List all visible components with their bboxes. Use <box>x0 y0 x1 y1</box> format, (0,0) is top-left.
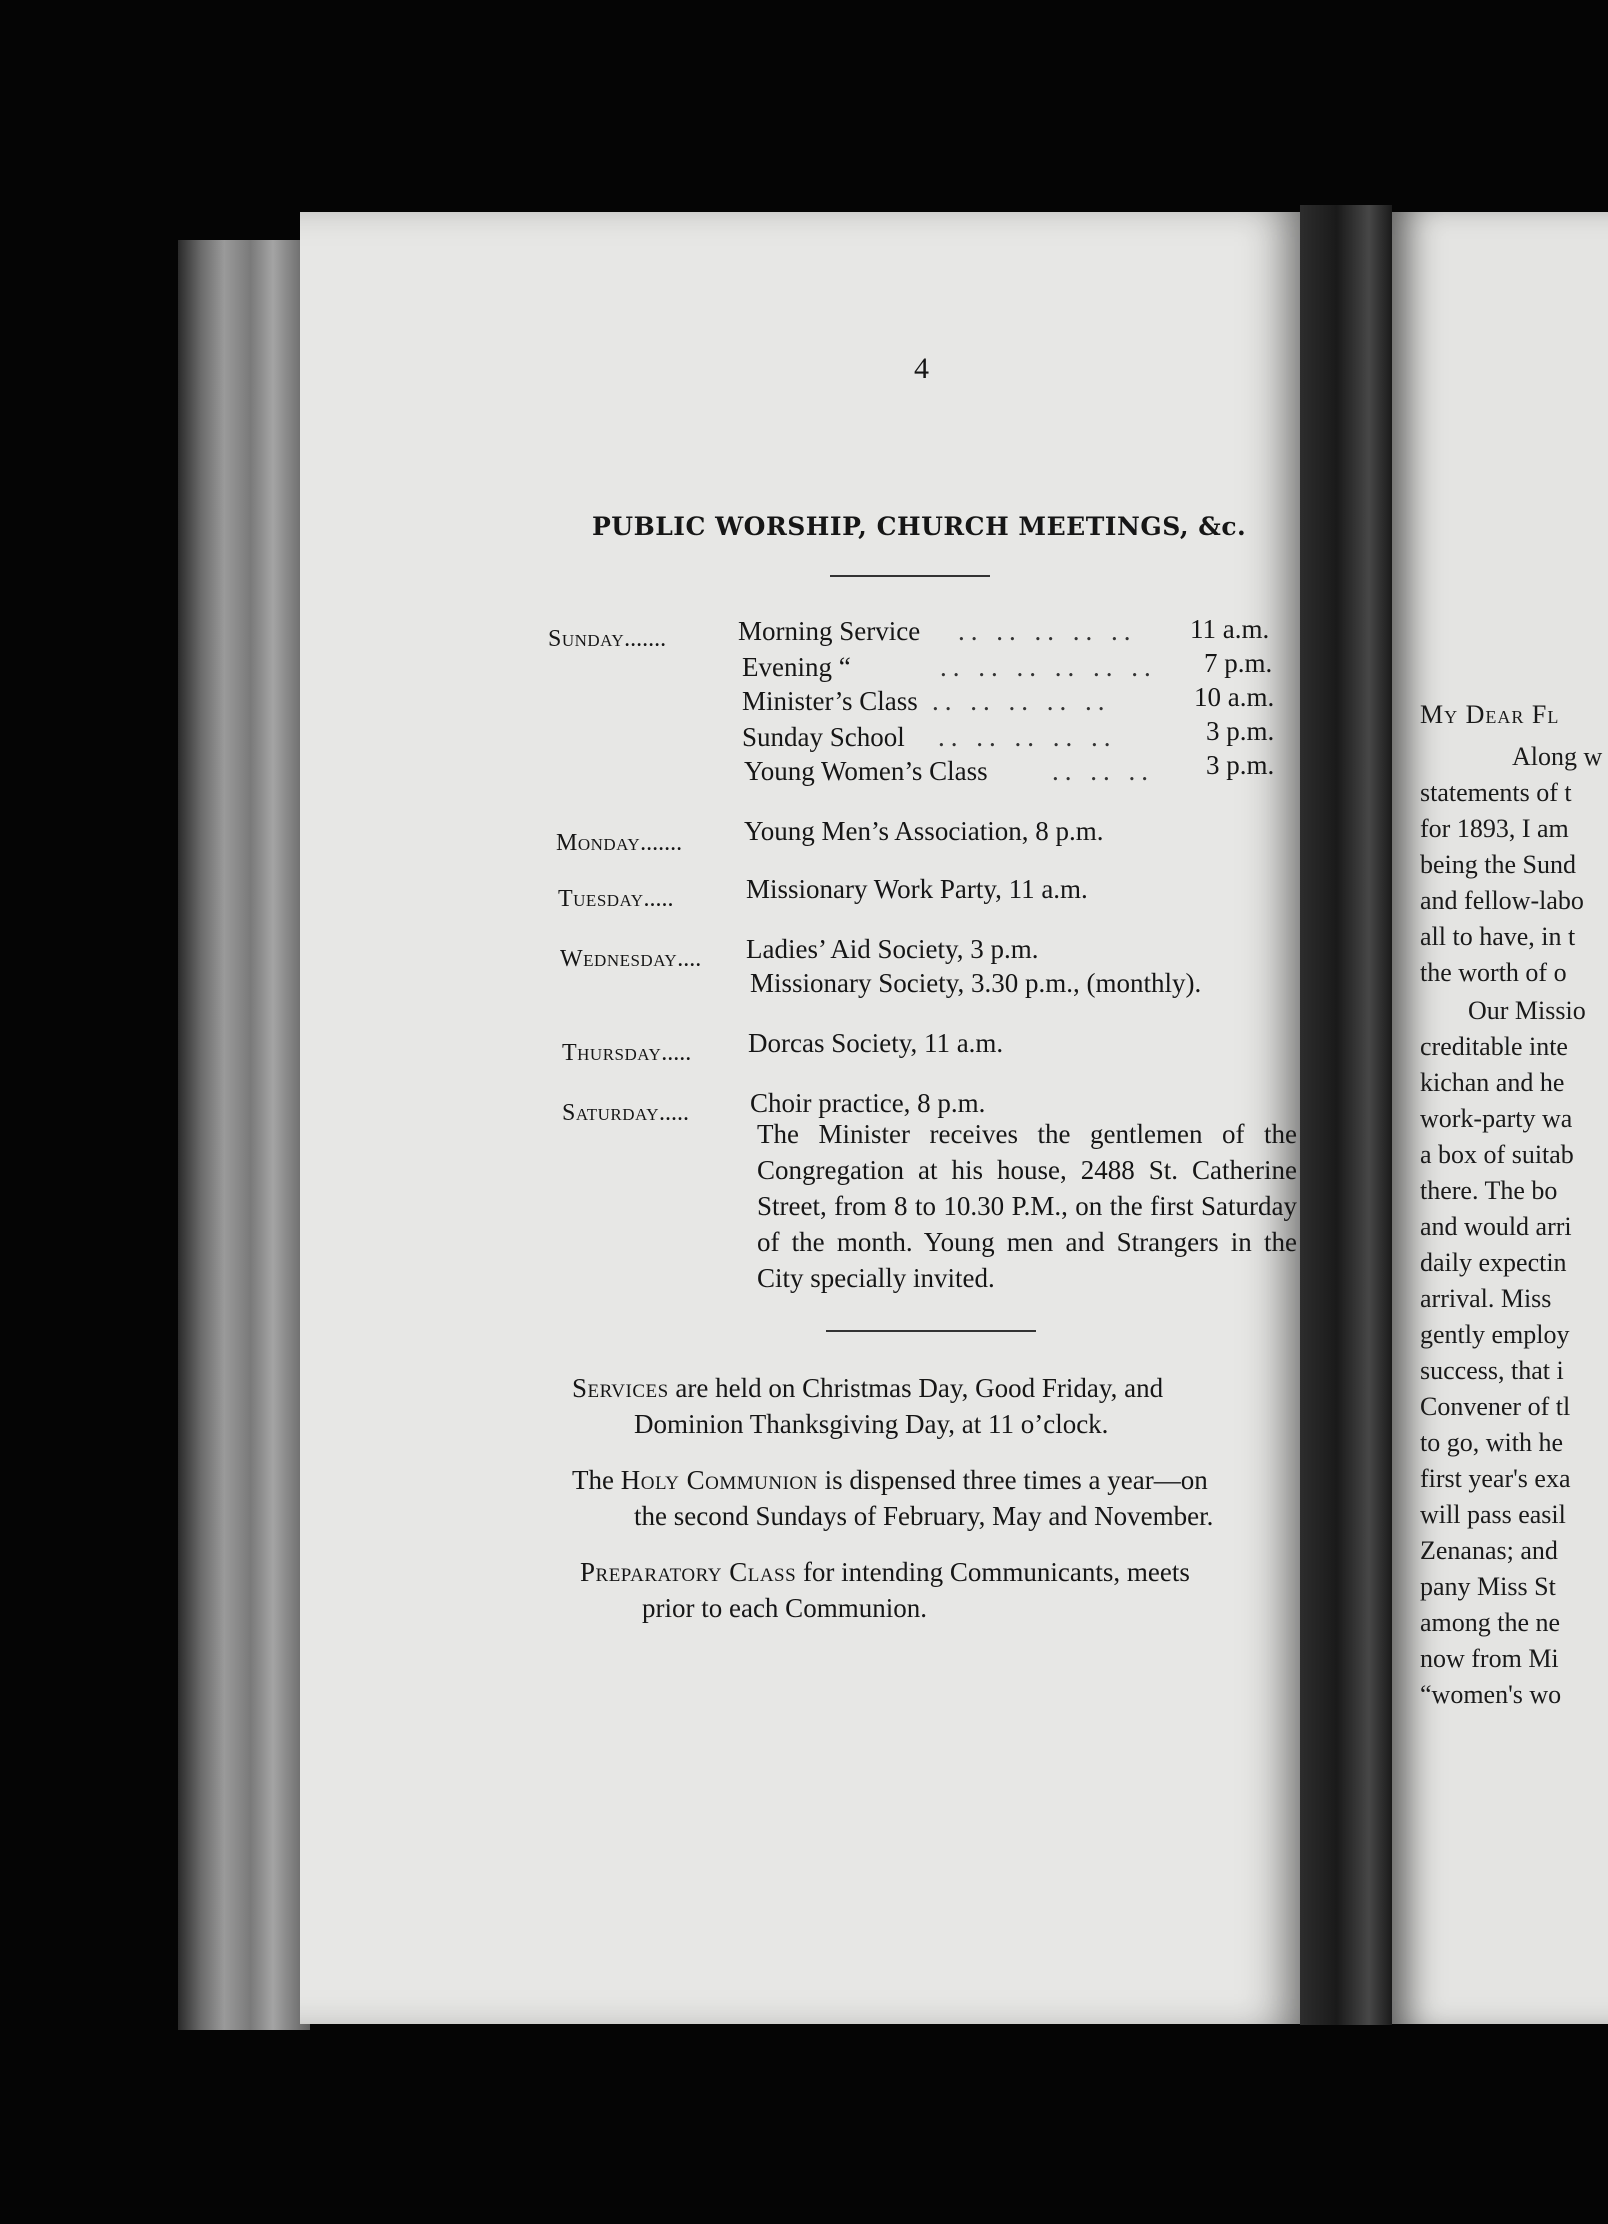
monday-entry: Young Men’s Association, 8 p.m. <box>744 816 1104 846</box>
sunday-item-time: 7 p.m. <box>1204 648 1273 678</box>
sunday-item-time: 11 a.m. <box>1190 614 1270 644</box>
sunday-item-label: Morning Service <box>738 616 921 646</box>
facing-line: success, that i <box>1420 1356 1564 1385</box>
note-preparatory-class: Preparatory Class for intending Communicants, meets prior to each Communion. <box>580 1557 1190 1623</box>
facing-line: statements of t <box>1420 778 1572 807</box>
section-rule <box>826 1330 1036 1332</box>
facing-line: among the ne <box>1420 1608 1561 1637</box>
sunday-item-time: 3 p.m. <box>1206 750 1275 780</box>
facing-line: kichan and he <box>1420 1068 1565 1097</box>
facing-line: being the Sund <box>1420 850 1576 879</box>
facing-line: gently employ <box>1420 1320 1570 1349</box>
heading-rule <box>830 575 990 577</box>
facing-line: arrival. Miss <box>1420 1284 1552 1313</box>
wednesday-entry: Ladies’ Aid Society, 3 p.m. <box>746 934 1039 964</box>
sunday-item-time: 3 p.m. <box>1206 716 1275 746</box>
facing-line: creditable inte <box>1420 1032 1568 1061</box>
facing-line: and would arri <box>1420 1212 1572 1241</box>
sunday-item-time: 10 a.m. <box>1194 682 1275 712</box>
sunday-item-label: Sunday School <box>742 722 905 752</box>
facing-line: will pass easil <box>1420 1500 1566 1529</box>
facing-line: all to have, in t <box>1420 922 1576 951</box>
facing-line: now from Mi <box>1420 1644 1559 1673</box>
facing-line: work-party wa <box>1420 1104 1573 1133</box>
note-services: Services are held on Christmas Day, Good Friday, and Dominion Thanksgiving Day, at 11 o’clock. <box>572 1373 1164 1439</box>
leader-dots: .. .. .. <box>1052 756 1154 786</box>
day-label-wednesday: Wednesday.... <box>560 946 702 972</box>
facing-line: daily expectin <box>1420 1248 1567 1277</box>
facing-line: My Dear Fl <box>1420 700 1560 729</box>
leader-dots: .. .. .. .. .. <box>932 686 1111 716</box>
facing-line: pany Miss St <box>1420 1572 1556 1601</box>
facing-line: for 1893, I am <box>1420 814 1569 843</box>
facing-line: Convener of tl <box>1420 1392 1571 1421</box>
sunday-item-label: Young Women’s Class <box>744 756 988 786</box>
facing-line: to go, with he <box>1420 1428 1563 1457</box>
saturday-entry: Choir practice, 8 p.m. <box>750 1088 986 1118</box>
page-number: 4 <box>914 352 929 385</box>
sunday-item-label: Minister’s Class <box>742 686 918 716</box>
page-stack-edge <box>178 240 310 2030</box>
thursday-entry: Dorcas Society, 11 a.m. <box>748 1028 1004 1058</box>
tuesday-entry: Missionary Work Party, 11 a.m. <box>746 874 1088 904</box>
sunday-item-label: Evening “ <box>742 652 851 682</box>
facing-line: there. The bo <box>1420 1176 1558 1205</box>
minister-receives-paragraph: The Minister receives the gentlemen of the Congregation at his house, 2488 St. Catherine Street, from 8 to 10.30 P.M., on the first Saturday of the month. Young men and Strangers in the City specially invited. <box>757 1119 1297 1293</box>
facing-line: the worth of o <box>1420 958 1567 987</box>
page-heading: PUBLIC WORSHIP, CHURCH MEETINGS, &c. <box>592 512 1247 541</box>
day-label-saturday: Saturday..... <box>562 1100 690 1126</box>
facing-line: Zenanas; and <box>1420 1536 1558 1565</box>
note-holy-communion: The Holy Communion is dispensed three times a year—on the second Sundays of February, May and November. <box>572 1465 1214 1531</box>
facing-line: a box of suitab <box>1420 1140 1574 1169</box>
leader-dots: .. .. .. .. .. <box>938 722 1117 752</box>
day-label-monday: Monday....... <box>556 830 683 856</box>
wednesday-entry-2: Missionary Society, 3.30 p.m., (monthly). <box>750 968 1202 998</box>
day-label-thursday: Thursday..... <box>562 1040 692 1066</box>
facing-line: and fellow-labo <box>1420 886 1584 915</box>
facing-line: Our Missio <box>1468 996 1586 1025</box>
facing-line: “women's wo <box>1420 1680 1562 1709</box>
leader-dots: .. .. .. .. .. .. <box>940 652 1157 682</box>
book-gutter <box>1300 205 1392 2025</box>
leader-dots: .. .. .. .. .. <box>958 616 1137 646</box>
facing-line: first year's exa <box>1420 1464 1571 1493</box>
day-label-sunday: Sunday....... <box>548 626 667 652</box>
facing-line: Along w <box>1512 742 1603 771</box>
day-label-tuesday: Tuesday..... <box>558 886 674 912</box>
